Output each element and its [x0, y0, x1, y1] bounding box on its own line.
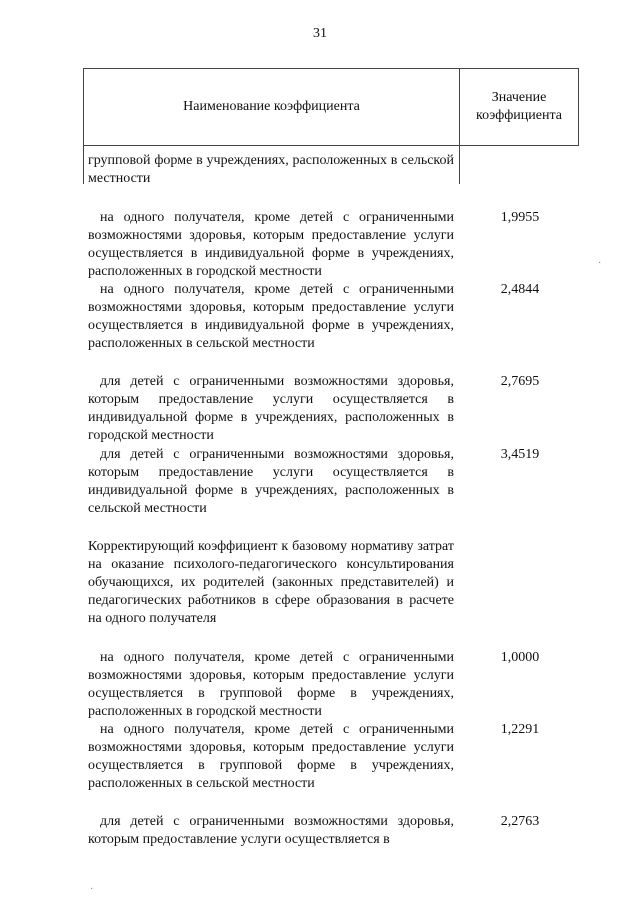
row-text: для детей с ограниченными возможностями здоровья, которым предоставление услуги осуществляется в — [88, 814, 454, 847]
scan-speck: · — [90, 884, 94, 895]
row-text: групповой форме в учреждениях, расположенных в сельской местности — [88, 153, 454, 186]
row-value: 2,2763 — [500, 814, 540, 829]
table-row — [88, 281, 454, 353]
table-row — [88, 538, 454, 628]
table-border-left — [83, 146, 84, 184]
table-header — [83, 68, 579, 146]
row-text: на одного получателя, кроме детей с ограниченными возможностями здоровья, которым предоставление услуги осуществляется в групповой форме в учреждениях, расположенных в городской местности — [88, 650, 454, 719]
row-value: 3,4519 — [500, 447, 540, 462]
scan-speck: · — [598, 258, 602, 269]
table-row — [88, 373, 454, 445]
page-number: 31 — [313, 26, 327, 41]
row-value: 1,2291 — [500, 722, 540, 737]
coefficient-value-header: Значение коэффициента — [476, 90, 562, 123]
row-text: на одного получателя, кроме детей с ограниченными возможностями здоровья, которым предоставление услуги осуществляется в групповой форме в учреждениях, расположенных в сельской местности — [88, 722, 454, 791]
row-text: на одного получателя, кроме детей с ограниченными возможностями здоровья, которым предоставление услуги осуществляется в индивидуальной форме в учреждениях, расположенных в сельской местности — [88, 282, 454, 351]
row-text: для детей с ограниченными возможностями здоровья, которым предоставление услуги осуществляется в индивидуальной форме в учреждениях, расположенных в городской местности — [88, 374, 454, 443]
row-value: 1,9955 — [500, 210, 540, 225]
table-row — [88, 152, 454, 188]
row-text: на одного получателя, кроме детей с ограниченными возможностями здоровья, которым предоставление услуги осуществляется в индивидуальной форме в учреждениях, расположенных в городской местности — [88, 210, 454, 279]
table-row — [88, 721, 454, 793]
row-text: Корректирующий коэффициент к базовому нормативу затрат на оказание психолого-педагогического консультирования обучающихся, их родителей (законных представителей) и педагогических работников в сфере образования в расчете на одного получателя — [88, 539, 454, 626]
table-border-middle — [459, 146, 460, 184]
table-row — [88, 209, 454, 281]
row-text: для детей с ограниченными возможностями здоровья, которым предоставление услуги осуществляется в индивидуальной форме в учреждениях, расположенных в сельской местности — [88, 447, 454, 516]
row-value: 2,4844 — [500, 282, 540, 297]
table-row — [88, 446, 454, 518]
row-value: 2,7695 — [500, 374, 540, 389]
coefficient-name-header: Наименование коэффициента — [84, 69, 460, 145]
table-row — [88, 813, 454, 849]
row-value: 1,0000 — [500, 650, 540, 665]
table-row — [88, 649, 454, 721]
